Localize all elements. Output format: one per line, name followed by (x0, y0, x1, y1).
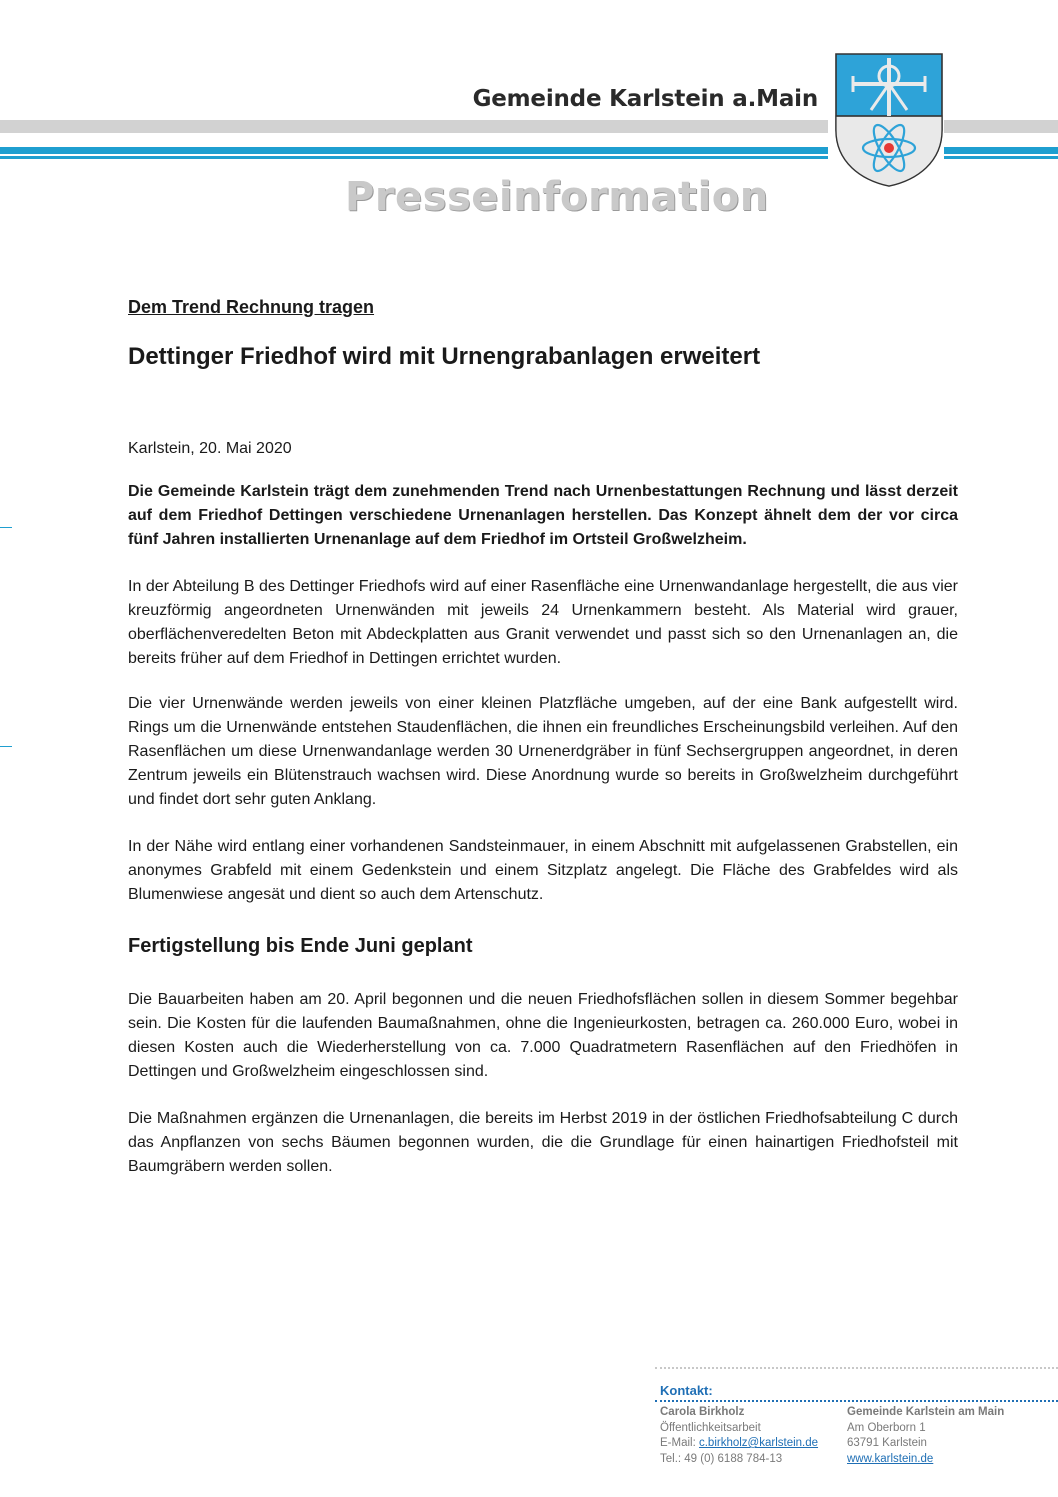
footer-title-divider (655, 1400, 1058, 1402)
contact-phone: Tel.: 49 (0) 6188 784-13 (660, 1452, 783, 1465)
contact-person (660, 1405, 818, 1467)
office-website-link[interactable]: www.karlstein.de (847, 1452, 934, 1465)
article-paragraph: Die Bauarbeiten haben am 20. April begonnen und die neuen Friedhofsflächen sollen in diesem Sommer begehbar sein. Die Kosten für die laufenden Baumaßnahmen, ohne die Ingenieurkosten, betragen ca. 260.000 Euro, wobei in diesen Kosten auch die Wiederherstellung von ca. 7.000 Quadratmetern Rasenflächen auf den Friedhöfen in Dettingen und Großwelzheim eingeschlossen sind. (128, 991, 958, 1080)
coat-of-arms-icon (833, 52, 945, 188)
punch-mark (0, 746, 12, 747)
office-city: 63791 Karlstein (847, 1437, 927, 1449)
office-street: Am Oberborn 1 (847, 1421, 926, 1434)
article-dateline: Karlstein, 20. Mai 2020 (128, 440, 292, 457)
contact-title: Kontakt: (660, 1383, 713, 1398)
header-blue-thin-band-right (944, 156, 1058, 159)
article-paragraph: Die Maßnahmen ergänzen die Urnenanlagen, die bereits im Herbst 2019 in der östlichen Friedhofsabteilung C durch das Anpflanzen von sechs Bäumen begonnen wurden, die die Grundlage für einen hainartigen Friedhofsteil mit Baumgräbern werden sollen. (128, 1110, 958, 1175)
header-gray-band (0, 120, 828, 133)
article-subheading: Fertigstellung bis Ende Juni geplant (128, 935, 473, 957)
contact-email-link[interactable]: c.birkholz@karlstein.de (698, 1437, 819, 1449)
contact-email-label: E-Mail: (660, 1437, 699, 1449)
article-lead: Die Gemeinde Karlstein trägt dem zunehmenden Trend nach Urnenbestattungen Rechnung und lässt derzeit auf dem Friedhof Dettingen verschiedene Urnenanlagen herstellen. Das Konzept ähnelt dem der vor circa fünf Jahren installierten Urnenanlage auf dem Friedhof im Ortsteil Großwelzheim. (128, 483, 958, 548)
article-headline: Dettinger Friedhof wird mit Urnengrabanlagen erweitert (128, 343, 761, 370)
office-name: Gemeinde Karlstein am Main (847, 1406, 1005, 1418)
fold-mark (0, 527, 12, 528)
contact-name: Carola Birkholz (660, 1406, 745, 1418)
footer-divider (655, 1367, 1058, 1369)
header-blue-band (0, 147, 828, 154)
org-name: Gemeinde Karlstein a.Main (472, 86, 818, 112)
article-paragraph: Die vier Urnenwände werden jeweils von einer kleinen Platzfläche umgeben, auf der eine Bank aufgestellt wird. Rings um die Urnenwände entstehen Staudenflächen, die ihnen ein freundliches Erscheinungsbild verleihen. Auf den Rasenflächen um diese Urnenwandanlage werden 30 Urnenerdgräber in fünf Sechsergruppen angeordnet, in deren Zentrum jeweils ein Blütenstrauch wachsen wird. Diese Anordnung wurde so bereits in Großwelzheim durchgeführt und findet dort sehr guten Anklang. (128, 695, 958, 808)
article-kicker: Dem Trend Rechnung tragen (128, 297, 375, 317)
contact-office (847, 1405, 1004, 1467)
header-blue-band-right (944, 147, 1058, 154)
article-paragraph: In der Nähe wird entlang einer vorhandenen Sandsteinmauer, in einem Abschnitt mit aufgelassenen Grabstellen, ein anonymes Grabfeld mit einem Gedenkstein und einem Sitzplatz angelegt. Die Fläche des Grabfeldes wird als Blumenwiese angesät und dient so auch dem Artenschutz. (128, 838, 958, 903)
header-blue-thin-band (0, 156, 828, 159)
header-gray-band-right (944, 120, 1058, 133)
contact-footer (655, 1367, 1058, 1497)
contact-role: Öffentlichkeitsarbeit (660, 1421, 761, 1434)
article-paragraph: In der Abteilung B des Dettinger Friedhofs wird auf einer Rasenfläche eine Urnenwandanlage hergestellt, die aus vier kreuzförmig angeordneten Urnenwänden mit jeweils 24 Urnenkammern besteht. Als Material wird grauer, oberflächenveredelten Beton mit Abdeckplatten aus Granit verwendet und passt sich so den Urnenanlagen an, die bereits früher auf dem Friedhof in Dettingen errichtet wurden. (128, 578, 958, 667)
contact-email-line (660, 1436, 818, 1452)
doc-type-title: Presseinformation (345, 174, 769, 220)
